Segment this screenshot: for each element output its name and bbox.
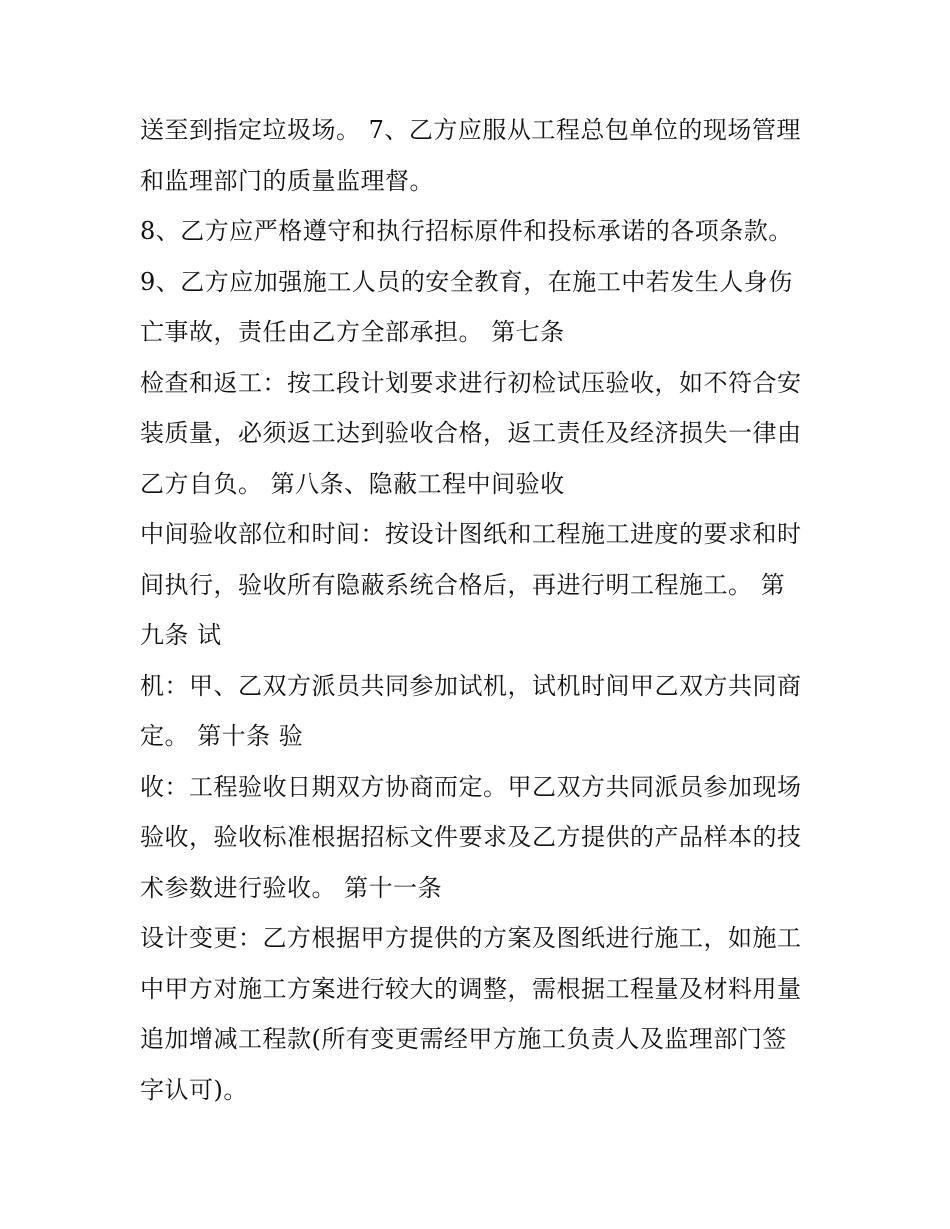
text-line: 九条 试 [140, 621, 222, 649]
text-line: 中甲方对施工方案进行较大的调整，需根据工程量及材料用量 [140, 974, 802, 1003]
text-line: 亡事故，责任由乙方全部承担。 第七条 [140, 318, 565, 346]
text-line: 收：工程验收日期双方协商而定。甲乙双方共同派员参加现场 [140, 772, 802, 801]
text-line: 9、乙方应加强施工人员的安全教育，在施工中若发生人身伤 [140, 267, 793, 296]
document-body [140, 108, 820, 1118]
text-line: 设计变更：乙方根据甲方提供的方案及图纸进行施工，如施工 [140, 924, 802, 952]
text-line: 送至到指定垃圾场。 7、乙方应服从工程总包单位的现场管理 [140, 116, 801, 144]
text-line: 机：甲、乙双方派员共同参加试机，试机时间甲乙双方共同商 [140, 671, 802, 700]
text-line: 术参数进行验收。 第十一条 [140, 873, 443, 902]
text-line: 乙方自负。 第八条、隐蔽工程中间验收 [140, 469, 565, 498]
text-line: 间执行，验收所有隐蔽系统合格后，再进行明工程施工。 第 [140, 570, 786, 599]
text-line: 中间验收部位和时间：按设计图纸和工程施工进度的要求和时 [140, 520, 802, 548]
text-line: 验收，验收标准根据招标文件要求及乙方提供的产品样本的技 [140, 823, 802, 851]
text-line: 8、乙方应严格遵守和执行招标原件和投标承诺的各项条款。 [140, 217, 793, 245]
text-line: 追加增减工程款(所有变更需经甲方施工负责人及监理部门签 [140, 1025, 787, 1053]
text-line: 和监理部门的质量监理督。 [140, 166, 434, 195]
text-line: 定。 第十条 验 [140, 722, 304, 750]
text-line: 字认可)。 [140, 1075, 248, 1104]
text-line: 装质量，必须返工达到验收合格，返工责任及经济损失一律由 [140, 419, 802, 447]
text-line: 检查和返工：按工段计划要求进行初检试压验收，如不符合安 [140, 368, 802, 397]
